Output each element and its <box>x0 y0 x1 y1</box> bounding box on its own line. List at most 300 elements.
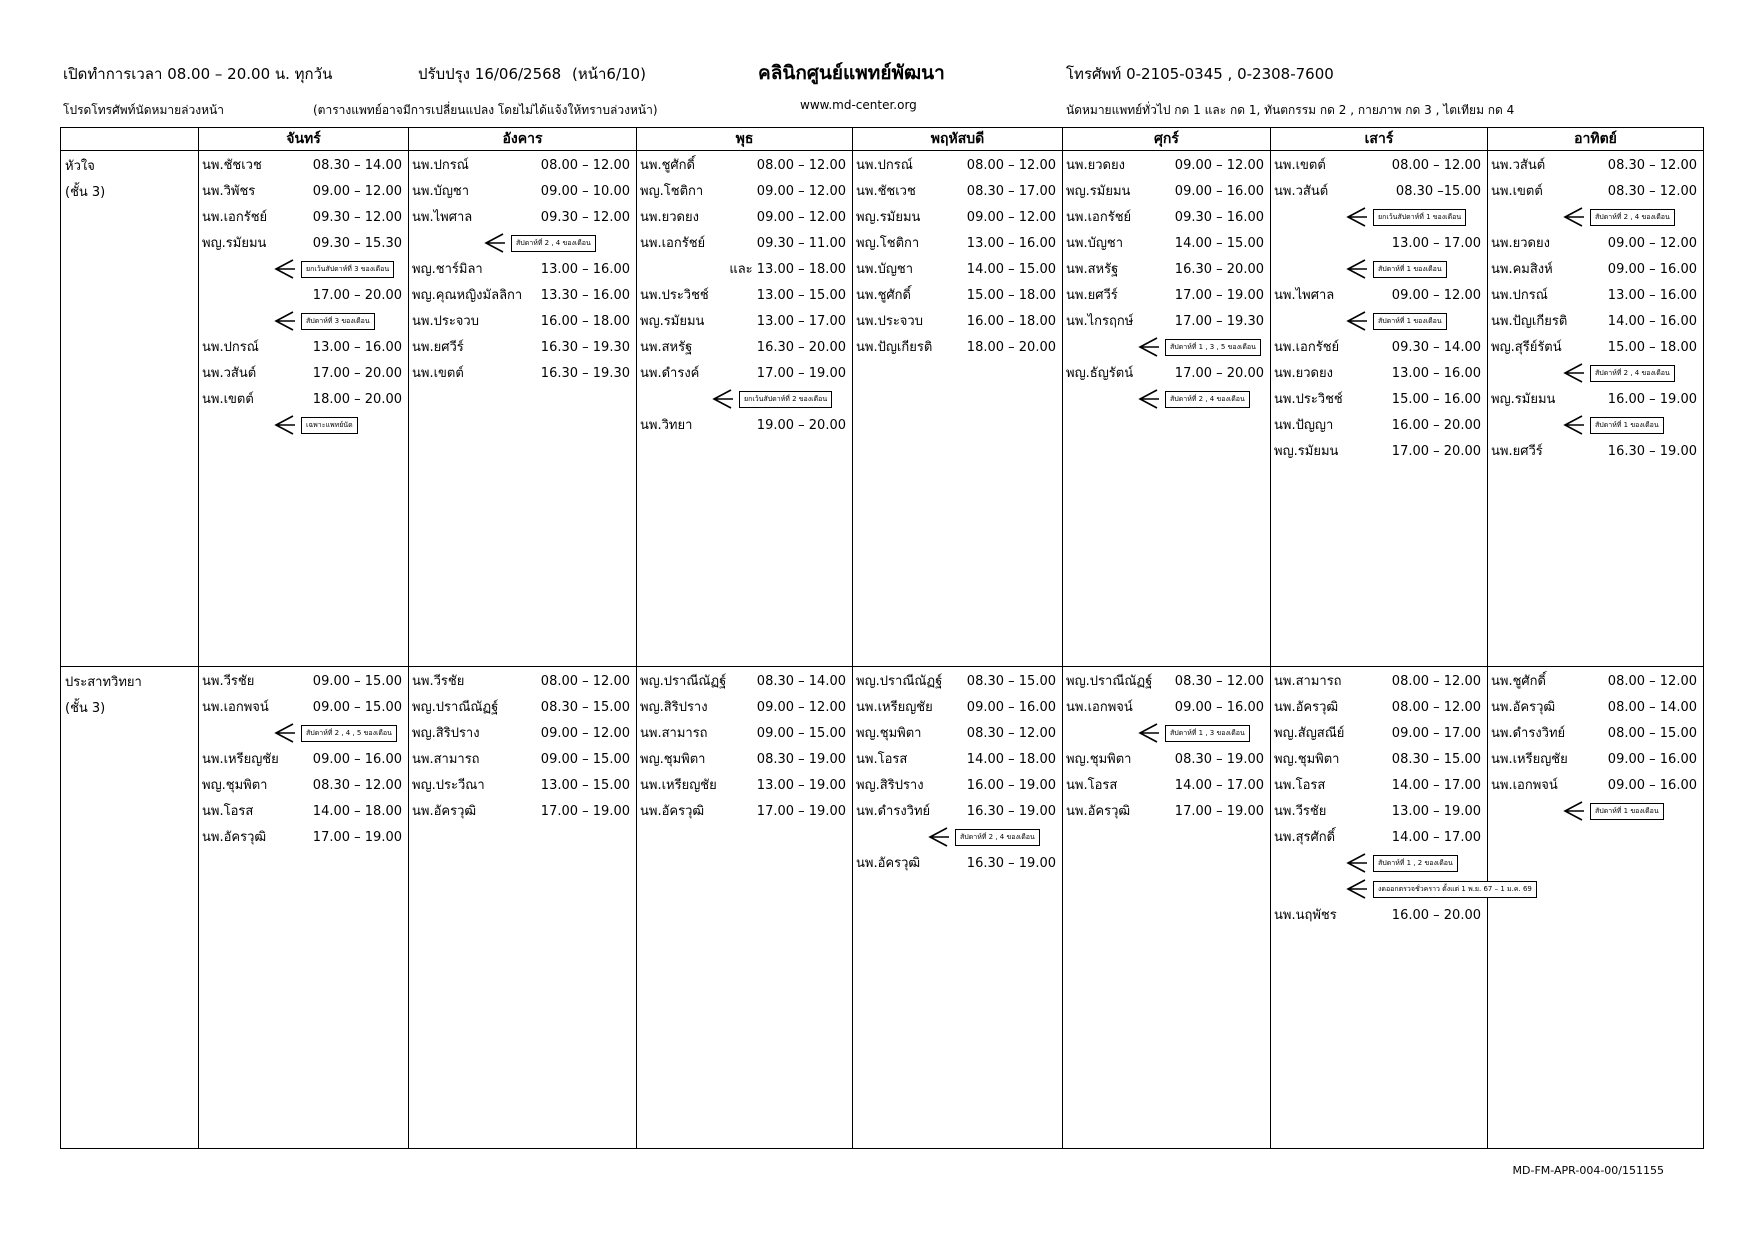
doctor-entry <box>853 851 1062 877</box>
doctor-name: พญ.สิริปราง <box>640 700 708 715</box>
doctor-entry <box>637 309 852 335</box>
time-range: 08.30 – 12.00 <box>1607 184 1697 199</box>
time-range: 17.00 – 19.00 <box>756 366 846 381</box>
time-range: 09.00 – 16.00 <box>966 700 1056 715</box>
doctor-entry <box>409 179 636 205</box>
time-range: 09.00 – 12.00 <box>756 700 846 715</box>
note-label: สัปดาห์ที่ 1 ของเดือน <box>1373 313 1447 330</box>
doctor-entry <box>199 179 408 205</box>
time-range: 08.00 – 14.00 <box>1607 700 1697 715</box>
doctor-name: นพ.เขตต์ <box>202 392 254 407</box>
time-range: 16.00 – 20.00 <box>1391 418 1481 433</box>
day-cell <box>409 667 637 1149</box>
doctor-name: นพ.เหรียญชัย <box>640 778 717 793</box>
arrow-icon <box>1343 310 1369 332</box>
doctor-entry <box>853 257 1062 283</box>
time-range: 09.00 – 12.00 <box>1391 288 1481 303</box>
time-range: 08.30 – 12.00 <box>312 778 402 793</box>
time-range: 16.00 – 18.00 <box>540 314 630 329</box>
time-range: 16.30 – 19.00 <box>1607 444 1697 459</box>
doctor-name: นพ.ยศวีร์ <box>1491 444 1543 459</box>
time-range: 16.30 – 19.30 <box>540 340 630 355</box>
time-range: 14.00 – 15.00 <box>966 262 1056 277</box>
doctor-name: นพ.นฤพัชร <box>1274 908 1337 923</box>
doctor-entry <box>1063 257 1270 283</box>
doctor-name: พญ.ชาร์มิลา <box>412 262 483 277</box>
doctor-name: นพ.สามารถ <box>640 726 708 741</box>
day-header-sun: อาทิตย์ <box>1488 128 1704 151</box>
doctor-name: นพ.อัครวุฒิ <box>640 804 705 819</box>
doctor-entry <box>637 231 852 257</box>
schedule-note <box>1488 799 1703 825</box>
schedule-note <box>1488 413 1703 439</box>
time-range: 17.00 – 19.00 <box>756 804 846 819</box>
time-range: 09.30 – 11.00 <box>756 236 846 251</box>
time-range: 15.00 – 18.00 <box>966 288 1056 303</box>
day-cell <box>409 151 637 667</box>
doctor-entry <box>637 799 852 825</box>
department-floor: (ชั้น 3) <box>65 701 106 716</box>
arrow-icon <box>1343 258 1369 280</box>
doctor-name: พญ.ชุมพิตา <box>1274 752 1340 767</box>
doctor-entry <box>1488 335 1703 361</box>
doctor-name: พญ.ชุมพิตา <box>856 726 922 741</box>
doctor-entry <box>409 153 636 179</box>
time-range: 15.00 – 18.00 <box>1607 340 1697 355</box>
day-cell <box>199 667 409 1149</box>
note-label: ยกเว้นสัปดาห์ที่ 2 ของเดือน <box>739 391 832 408</box>
doctor-name: พญ.คุณหญิงมัลลิกา <box>412 288 523 303</box>
phone-numbers: โทรศัพท์ 0-2105-0345 , 0-2308-7600 <box>1066 65 1334 83</box>
time-range: 17.00 – 19.00 <box>1174 288 1264 303</box>
doctor-entry <box>1271 335 1487 361</box>
doctor-name: นพ.ประวิชช์ <box>640 288 709 303</box>
doctor-entry <box>853 747 1062 773</box>
doctor-entry <box>1063 309 1270 335</box>
doctor-entry <box>1063 153 1270 179</box>
time-range: 15.00 – 16.00 <box>1391 392 1481 407</box>
time-range: 16.30 – 20.00 <box>756 340 846 355</box>
doctor-entry <box>409 721 636 747</box>
doctor-entry <box>409 361 636 387</box>
note-label: สัปดาห์ที่ 1 , 3 ของเดือน <box>1165 725 1250 742</box>
doctor-name: นพ.วิทยา <box>640 418 693 433</box>
time-range: 08.00 – 12.00 <box>756 158 846 173</box>
doctor-name: นพ.เอกรัชย์ <box>1274 340 1340 355</box>
time-range: 09.00 – 10.00 <box>540 184 630 199</box>
doctor-entry <box>853 721 1062 747</box>
doctor-entry <box>1063 695 1270 721</box>
arrow-icon <box>1560 206 1586 228</box>
schedule-note <box>637 387 852 413</box>
note-label: ยกเว้นสัปดาห์ที่ 1 ของเดือน <box>1373 209 1466 226</box>
doctor-name: นพ.ปกรณ์ <box>856 158 913 173</box>
doctor-name: นพ.วีรชัย <box>1274 804 1327 819</box>
department-cell <box>61 151 199 667</box>
doctor-name: นพ.อัครวุฒิ <box>1274 700 1339 715</box>
time-range: 13.00 – 19.00 <box>1391 804 1481 819</box>
department-name: หัวใจ <box>65 159 95 174</box>
time-range: 09.00 – 16.00 <box>1607 752 1697 767</box>
time-range: 13.00 – 16.00 <box>1607 288 1697 303</box>
doctor-name: นพ.ไกรฤกษ์ <box>1066 314 1134 329</box>
doctor-name: นพ.ชูศักดิ์ <box>1491 674 1546 689</box>
day-cell <box>199 151 409 667</box>
page-number: (หน้า6/10) <box>572 65 646 83</box>
schedule-note <box>1271 309 1487 335</box>
doctor-name: นพ.อัครวุฒิ <box>856 856 921 871</box>
doctor-name: นพ.ปัญเกียรติ <box>856 340 933 355</box>
doctor-entry <box>853 231 1062 257</box>
doctor-entry <box>409 773 636 799</box>
time-range: 17.00 – 20.00 <box>312 366 402 381</box>
day-header-mon: จันทร์ <box>199 128 409 151</box>
doctor-name: นพ.บัญชา <box>1066 236 1124 251</box>
time-range: 09.00 – 16.00 <box>1607 778 1697 793</box>
arrow-icon <box>1343 852 1369 874</box>
doctor-entry <box>1488 721 1703 747</box>
doctor-entry <box>409 669 636 695</box>
note-label: สัปดาห์ที่ 3 ของเดือน <box>301 313 375 330</box>
time-range: 09.00 – 17.00 <box>1391 726 1481 741</box>
time-range: 13.00 – 16.00 <box>312 340 402 355</box>
doctor-entry <box>637 153 852 179</box>
doctor-name: นพ.โอรส <box>1274 778 1326 793</box>
doctor-name: พญ.รมัยมน <box>202 236 267 251</box>
time-range: 08.30 – 15.00 <box>966 674 1056 689</box>
department-row-cardiology <box>61 151 1704 667</box>
doctor-name: นพ.โอรส <box>202 804 254 819</box>
day-cell <box>1063 667 1271 1149</box>
doctor-entry <box>1271 669 1487 695</box>
doctor-entry <box>199 695 408 721</box>
doctor-entry <box>1488 231 1703 257</box>
doctor-name: นพ.เอกรัชย์ <box>640 236 706 251</box>
note-label: สัปดาห์ที่ 2 , 4 , 5 ของเดือน <box>301 725 397 742</box>
doctor-name: นพ.ชัชเวช <box>856 184 916 199</box>
doctor-entry <box>1271 825 1487 851</box>
doctor-entry <box>1271 413 1487 439</box>
day-header-tue: อังคาร <box>409 128 637 151</box>
doctor-name: พญ.ธัญรัตน์ <box>1066 366 1134 381</box>
time-range: 18.00 – 20.00 <box>312 392 402 407</box>
time-range: 09.00 – 15.00 <box>540 752 630 767</box>
time-range: 17.00 – 20.00 <box>312 288 402 303</box>
time-range: 09.00 – 15.00 <box>756 726 846 741</box>
day-cell <box>1063 151 1271 667</box>
doctor-entry <box>409 799 636 825</box>
doctor-entry <box>199 205 408 231</box>
doctor-name: นพ.โอรส <box>856 752 908 767</box>
schedule-note <box>1488 361 1703 387</box>
doctor-name: นพ.ไพศาล <box>412 210 473 225</box>
doctor-name: นพ.บัญชา <box>412 184 470 199</box>
doctor-entry <box>199 231 408 257</box>
department-cell <box>61 667 199 1149</box>
doctor-entry <box>637 205 852 231</box>
doctor-name: นพ.คมสิงห์ <box>1491 262 1553 277</box>
schedule-note <box>853 825 1062 851</box>
time-range: 09.30 – 14.00 <box>1391 340 1481 355</box>
time-range: 16.30 – 20.00 <box>1174 262 1264 277</box>
doctor-name: นพ.ปกรณ์ <box>1491 288 1548 303</box>
time-range: 17.00 – 19.30 <box>1174 314 1264 329</box>
time-range: 08.30 – 15.00 <box>540 700 630 715</box>
doctor-name: นพ.เอกพจน์ <box>1066 700 1133 715</box>
doctor-entry <box>199 361 408 387</box>
schedule-note <box>199 413 408 439</box>
doctor-name: นพ.ประวิชช์ <box>1274 392 1343 407</box>
day-cell <box>1271 151 1488 667</box>
doctor-entry <box>1488 695 1703 721</box>
doctor-entry <box>1271 387 1487 413</box>
doctor-name: นพ.ไพศาล <box>1274 288 1335 303</box>
doctor-name: พญ.รมัยมน <box>1491 392 1556 407</box>
doctor-entry <box>199 747 408 773</box>
time-range: 14.00 – 18.00 <box>312 804 402 819</box>
doctor-name: นพ.เขตต์ <box>1491 184 1543 199</box>
doctor-name: นพ.สุรศักดิ์ <box>1274 830 1336 845</box>
arrow-icon <box>1135 336 1161 358</box>
note-label: ยกเว้นสัปดาห์ที่ 3 ของเดือน <box>301 261 394 278</box>
time-range: 14.00 – 15.00 <box>1174 236 1264 251</box>
doctor-entry <box>637 773 852 799</box>
time-range: 09.30 – 16.00 <box>1174 210 1264 225</box>
website[interactable]: www.md-center.org <box>800 98 917 112</box>
doctor-entry <box>637 361 852 387</box>
time-range: 18.00 – 20.00 <box>966 340 1056 355</box>
time-range: 13.00 – 19.00 <box>756 778 846 793</box>
time-range: 14.00 – 17.00 <box>1174 778 1264 793</box>
time-range: 08.30 – 14.00 <box>312 158 402 173</box>
change-notice: (ตารางแพทย์อาจมีการเปลี่ยนแปลง โดยไม่ได้แจ้งให้ทราบล่วงหน้า) <box>313 103 658 117</box>
time-range: 14.00 – 16.00 <box>1607 314 1697 329</box>
time-range: 08.30 – 15.00 <box>1391 752 1481 767</box>
updated-date: ปรับปรุง 16/06/2568 <box>418 65 562 83</box>
time-range: 13.00 – 16.00 <box>966 236 1056 251</box>
doctor-entry <box>637 669 852 695</box>
day-cell <box>853 151 1063 667</box>
doctor-name: นพ.วีรชัย <box>202 674 255 689</box>
doctor-entry <box>637 283 852 309</box>
time-range: 09.30 – 15.30 <box>312 236 402 251</box>
time-range: 16.00 – 19.00 <box>966 778 1056 793</box>
doctor-name: นพ.สามารถ <box>1274 674 1342 689</box>
doctor-entry <box>1488 747 1703 773</box>
doctor-entry <box>1063 669 1270 695</box>
arrow-icon <box>1560 362 1586 384</box>
doctor-name: พญ.สิริปราง <box>412 726 480 741</box>
doctor-name: นพ.บัญชา <box>856 262 914 277</box>
doctor-name: พญ.สัญสณีย์ <box>1274 726 1345 741</box>
doctor-entry <box>1271 799 1487 825</box>
time-range: 13.30 – 16.00 <box>540 288 630 303</box>
doctor-entry <box>199 387 408 413</box>
doctor-entry <box>853 335 1062 361</box>
time-range: 09.00 – 16.00 <box>312 752 402 767</box>
doctor-name: นพ.ปกรณ์ <box>412 158 469 173</box>
time-range: 17.00 – 19.00 <box>540 804 630 819</box>
doctor-name: นพ.ยศวีร์ <box>1066 288 1118 303</box>
doctor-entry <box>199 669 408 695</box>
doctor-entry <box>1271 153 1487 179</box>
doctor-name: นพ.ดำรงค์ <box>640 366 700 381</box>
doctor-name: นพ.เขตต์ <box>1274 158 1326 173</box>
doctor-name: นพ.เหรียญชัย <box>202 752 279 767</box>
doctor-entry <box>637 721 852 747</box>
doctor-name: พญ.สิริปราง <box>856 778 924 793</box>
day-header-fri: ศุกร์ <box>1063 128 1271 151</box>
doctor-name: พญ.รมัยมน <box>1274 444 1339 459</box>
time-range: 08.30 – 17.00 <box>966 184 1056 199</box>
doctor-name: พญ.โชติกา <box>856 236 920 251</box>
call-ahead-note: โปรดโทรศัพท์นัดหมายล่วงหน้า <box>63 103 224 117</box>
doctor-name: นพ.เขตต์ <box>412 366 464 381</box>
time-range: 16.00 – 18.00 <box>966 314 1056 329</box>
note-label: งดออกตรวจชั่วคราว ตั้งแต่ 1 พ.ย. 67 – 1 ม.ค. 69 <box>1373 881 1537 898</box>
doctor-name: นพ.เหรียญชัย <box>856 700 933 715</box>
note-label: สัปดาห์ที่ 2 , 4 ของเดือน <box>511 235 596 252</box>
day-cell <box>1488 151 1704 667</box>
arrow-icon <box>1343 878 1369 900</box>
doctor-entry <box>1271 747 1487 773</box>
note-label: สัปดาห์ที่ 2 , 4 ของเดือน <box>1165 391 1250 408</box>
time-range: 13.00 – 16.00 <box>1391 366 1481 381</box>
dept-header-cell <box>61 128 199 151</box>
time-range: 16.30 – 19.00 <box>966 856 1056 871</box>
doctor-name: นพ.ชัชเวช <box>202 158 262 173</box>
time-range: 13.00 – 15.00 <box>540 778 630 793</box>
doctor-entry <box>1063 283 1270 309</box>
doctor-name: พญ.ชุมพิตา <box>640 752 706 767</box>
schedule-note <box>1271 851 1487 877</box>
doctor-entry <box>1063 205 1270 231</box>
time-range: 19.00 – 20.00 <box>756 418 846 433</box>
appointment-info: นัดหมายแพทย์ทั่วไป กด 1 และ กด 1, ทันตกรรม กด 2 , กายภาพ กด 3 , ไตเทียม กด 4 <box>1066 103 1515 117</box>
doctor-name: พญ.ปราณีณัฏฐ์ <box>856 674 943 689</box>
schedule-note <box>1271 877 1532 903</box>
time-range: 09.00 – 12.00 <box>312 184 402 199</box>
doctor-entry <box>637 747 852 773</box>
time-range: 09.00 – 12.00 <box>1607 236 1697 251</box>
schedule-note <box>199 309 408 335</box>
arrow-icon <box>925 826 951 848</box>
schedule-note <box>1488 205 1703 231</box>
arrow-icon <box>709 388 735 410</box>
doctor-entry <box>853 179 1062 205</box>
doctor-entry <box>853 205 1062 231</box>
day-header-row <box>61 128 1704 151</box>
doctor-name: พญ.ชุมพิตา <box>202 778 268 793</box>
doctor-entry <box>199 283 408 309</box>
note-label: สัปดาห์ที่ 2 , 4 ของเดือน <box>955 829 1040 846</box>
doctor-name: นพ.เอกรัชย์ <box>1066 210 1132 225</box>
schedule-note <box>1063 335 1270 361</box>
time-range: 08.00 – 12.00 <box>1391 674 1481 689</box>
doctor-name: นพ.ยศวีร์ <box>412 340 464 355</box>
doctor-entry <box>1063 799 1270 825</box>
time-range: 17.00 – 20.00 <box>1174 366 1264 381</box>
arrow-icon <box>271 310 297 332</box>
note-label: สัปดาห์ที่ 1 , 2 ของเดือน <box>1373 855 1458 872</box>
doctor-name: นพ.เอกพจน์ <box>202 700 269 715</box>
arrow-icon <box>271 722 297 744</box>
doctor-entry <box>1063 773 1270 799</box>
doctor-entry <box>1063 361 1270 387</box>
doctor-name: นพ.ประจวบ <box>856 314 923 329</box>
time-range: 16.30 – 19.00 <box>966 804 1056 819</box>
doctor-entry <box>1271 179 1487 205</box>
doctor-entry <box>1063 231 1270 257</box>
time-range: 08.30 – 12.00 <box>1174 674 1264 689</box>
time-range: 08.00 – 12.00 <box>540 674 630 689</box>
note-label: สัปดาห์ที่ 1 ของเดือน <box>1373 261 1447 278</box>
doctor-entry <box>637 695 852 721</box>
doctor-entry <box>409 205 636 231</box>
schedule-note <box>1271 205 1487 231</box>
department-floor: (ชั้น 3) <box>65 185 106 200</box>
time-range: 14.00 – 17.00 <box>1391 778 1481 793</box>
time-range: 17.00 – 19.00 <box>312 830 402 845</box>
doctor-name: นพ.ยวดยง <box>640 210 699 225</box>
doctor-entry <box>1488 773 1703 799</box>
doctor-entry <box>637 257 852 283</box>
doctor-name: นพ.ปกรณ์ <box>202 340 259 355</box>
time-range: 09.00 – 12.00 <box>540 726 630 741</box>
department-row-neurology <box>61 667 1704 1149</box>
doctor-entry <box>1488 283 1703 309</box>
time-range: 14.00 – 17.00 <box>1391 830 1481 845</box>
doctor-entry <box>1488 387 1703 413</box>
day-cell <box>1488 667 1704 1149</box>
doctor-name: นพ.ประจวบ <box>412 314 479 329</box>
form-code: MD-FM-APR-004-00/151155 <box>1512 1164 1664 1177</box>
doctor-name: พญ.ปราณีณัฏฐ์ <box>412 700 499 715</box>
day-cell <box>637 151 853 667</box>
time-range: 08.30 – 12.00 <box>966 726 1056 741</box>
doctor-entry <box>1488 439 1703 465</box>
department-name: ประสาทวิทยา <box>65 675 142 690</box>
doctor-name: นพ.ยวดยง <box>1491 236 1550 251</box>
time-range: 16.30 – 19.30 <box>540 366 630 381</box>
doctor-entry <box>1271 231 1487 257</box>
time-range: 09.00 – 12.00 <box>1174 158 1264 173</box>
time-range: 08.30 – 12.00 <box>1607 158 1697 173</box>
note-label: สัปดาห์ที่ 1 , 3 , 5 ของเดือน <box>1165 339 1261 356</box>
doctor-name: นพ.เหรียญชัย <box>1491 752 1568 767</box>
doctor-entry <box>1271 903 1487 929</box>
doctor-entry <box>409 257 636 283</box>
doctor-entry <box>853 283 1062 309</box>
doctor-name: นพ.ชูศักดิ์ <box>856 288 911 303</box>
note-label: สัปดาห์ที่ 2 , 4 ของเดือน <box>1590 365 1675 382</box>
doctor-name: นพ.วิพัชร <box>202 184 256 199</box>
doctor-entry <box>1488 257 1703 283</box>
doctor-name: นพ.ยวดยง <box>1066 158 1125 173</box>
doctor-name: นพ.โอรส <box>1066 778 1118 793</box>
doctor-entry <box>1063 747 1270 773</box>
doctor-name: นพ.ชูศักดิ์ <box>640 158 695 173</box>
time-range: 08.00 – 12.00 <box>966 158 1056 173</box>
time-range: 08.00 – 12.00 <box>1391 158 1481 173</box>
doctor-name: พญ.รมัยมน <box>856 210 921 225</box>
doctor-name: พญ.ประวีณา <box>412 778 485 793</box>
doctor-name: พญ.รมัยมน <box>1066 184 1131 199</box>
clinic-name: คลินิกศูนย์แพทย์พัฒนา <box>758 62 945 84</box>
doctor-name: พญ.ปราณีณัฏฐ์ <box>1066 674 1153 689</box>
note-label: สัปดาห์ที่ 1 ของเดือน <box>1590 417 1664 434</box>
doctor-name: นพ.เอกพจน์ <box>1491 778 1558 793</box>
